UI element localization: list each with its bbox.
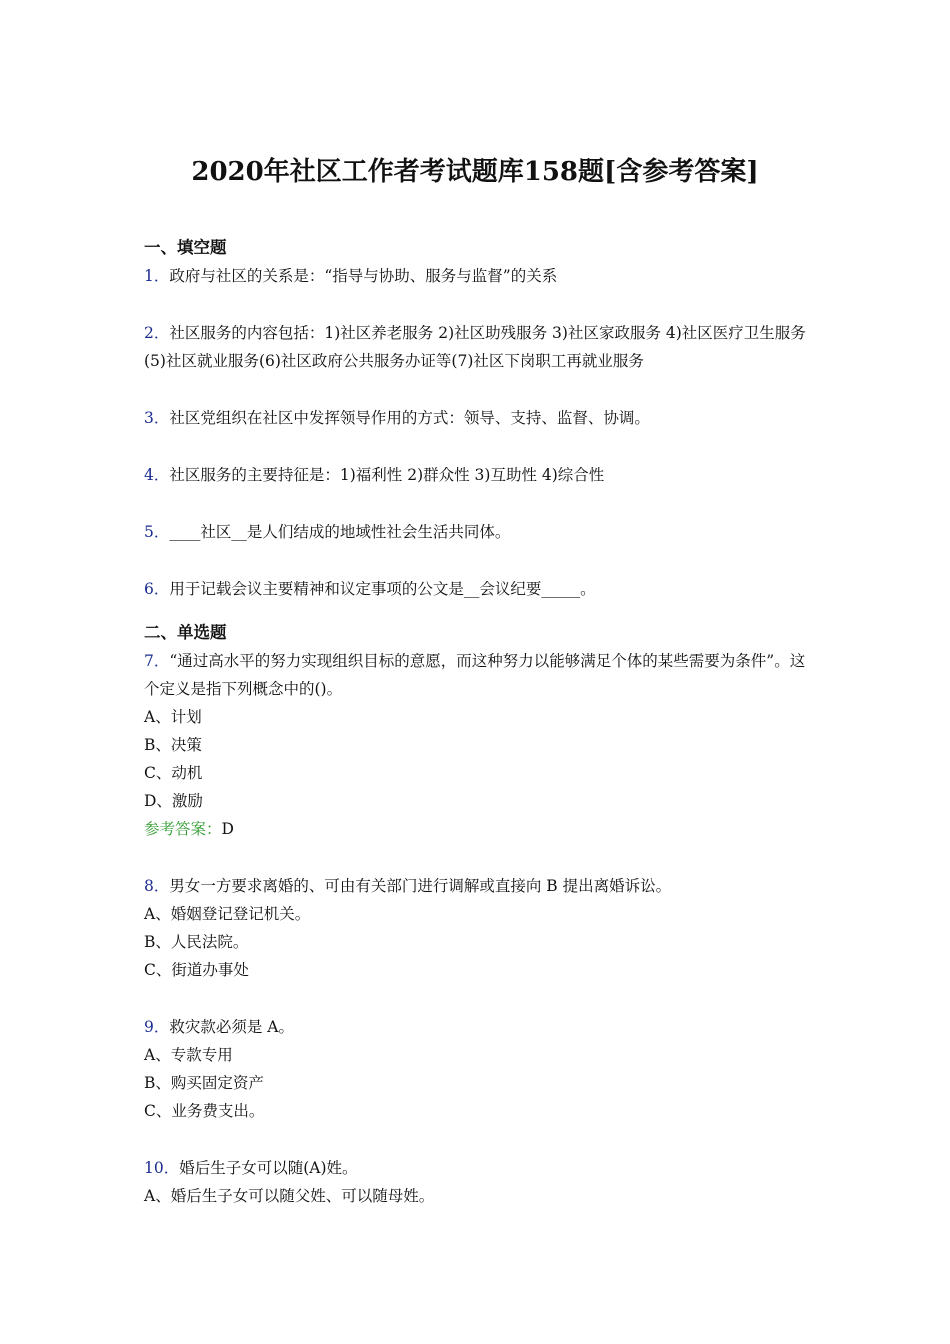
document-body: [144, 234, 816, 1210]
answer-value: D: [221, 820, 234, 838]
option-b: B、购买固定资产: [144, 1074, 264, 1092]
question-text: 社区党组织在社区中发挥领导作用的方式：领导、支持、监督、协调。: [169, 409, 650, 427]
question-number: 9．: [144, 1018, 170, 1036]
option-c: C、街道办事处: [144, 961, 249, 979]
question-text: 救灾款必须是 A。: [169, 1018, 294, 1036]
question-9: [144, 1013, 816, 1125]
option-d: D、激励: [144, 792, 203, 810]
question-number: 3．: [144, 409, 170, 427]
option-a: A、专款专用: [144, 1046, 233, 1064]
question-number: 10．: [144, 1159, 180, 1177]
section-heading-fill-in: 一、填空题: [144, 238, 227, 257]
question-number: 6．: [144, 580, 170, 598]
question-number: 8．: [144, 877, 170, 895]
answer-label: 参考答案：: [144, 820, 222, 838]
question-2: [144, 319, 816, 375]
question-number: 7．: [144, 652, 170, 670]
option-b: B、决策: [144, 736, 202, 754]
question-text: 婚后生子女可以随(A)姓。: [179, 1159, 358, 1177]
question-7: [144, 647, 816, 843]
question-number: 5．: [144, 523, 170, 541]
section-heading-single-choice: 二、单选题: [144, 623, 227, 642]
question-text: 社区服务的内容包括：1)社区养老服务 2)社区助残服务 3)社区家政服务 4)社区医疗卫生服务(5)社区就业服务(6)社区政府公共服务办证等(7)社区下岗职工再就业服务: [144, 324, 806, 370]
spacer: [144, 432, 816, 461]
question-6: [144, 575, 816, 603]
question-text: ____社区__是人们结成的地域性社会生活共同体。: [169, 523, 511, 541]
spacer: [144, 290, 816, 319]
spacer: [144, 489, 816, 518]
option-c: C、动机: [144, 764, 203, 782]
option-c: C、业务费支出。: [144, 1102, 265, 1120]
question-5: [144, 518, 816, 546]
question-10: [144, 1154, 816, 1210]
question-text: “通过高水平的努力实现组织目标的意愿，而这种努力以能够满足个体的某些需要为条件”。这个定义是指下列概念中的()。: [144, 652, 806, 698]
spacer: [144, 1125, 816, 1154]
question-3: [144, 404, 816, 432]
question-number: 4．: [144, 466, 170, 484]
question-number: 2．: [144, 324, 170, 342]
document-title: 2020年社区工作者考试题库158题[含参考答案]: [191, 157, 759, 187]
question-1: [144, 262, 816, 290]
option-a: A、婚后生子女可以随父姓、可以随母姓。: [144, 1187, 435, 1205]
question-number: 1．: [144, 267, 170, 285]
option-b: B、人民法院。: [144, 933, 249, 951]
question-4: [144, 461, 816, 489]
option-a: A、计划: [144, 708, 202, 726]
question-text: 男女一方要求离婚的、可由有关部门进行调解或直接向 B 提出离婚诉讼。: [169, 877, 672, 895]
question-text: 用于记载会议主要精神和议定事项的公文是__会议纪要_____。: [169, 580, 596, 598]
option-a: A、婚姻登记登记机关。: [144, 905, 311, 923]
spacer: [144, 843, 816, 872]
spacer: [144, 984, 816, 1013]
question-8: [144, 872, 816, 984]
question-text: 政府与社区的关系是：“指导与协助、服务与监督”的关系: [169, 267, 558, 285]
question-text: 社区服务的主要持征是：1)福利性 2)群众性 3)互助性 4)综合性: [169, 466, 605, 484]
reference-answer: [144, 815, 816, 843]
spacer: [144, 546, 816, 575]
spacer: [144, 375, 816, 404]
